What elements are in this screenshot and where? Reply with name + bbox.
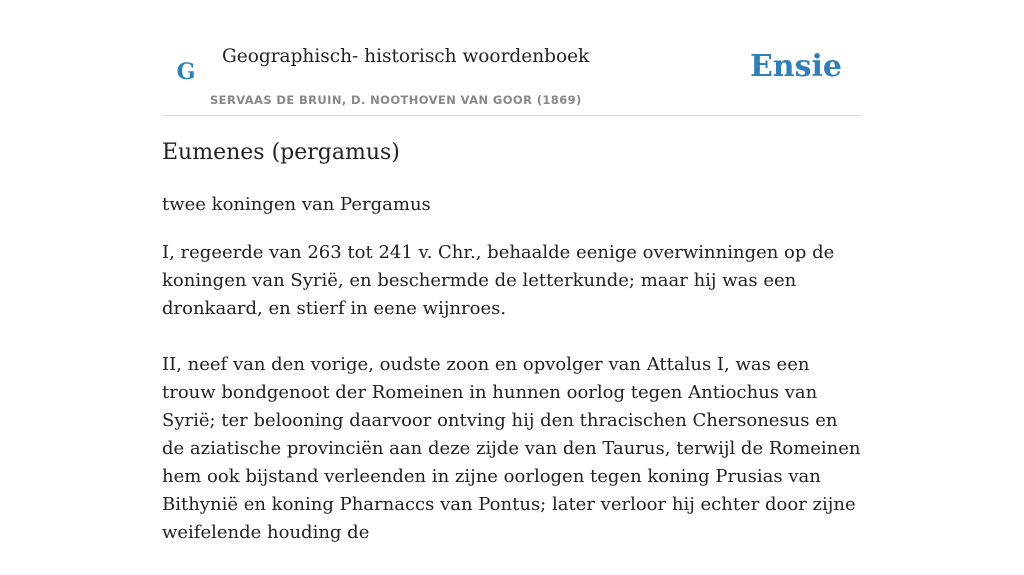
- entry-paragraph: II, neef van den vorige, oudste zoon en opvolger van Attalus I, was een trouw bondgenoot der Romeinen in hunnen oorlog tegen Antiochus van Syrië; ter belooning daarvoor ontving hij den thracischen Chersonesus en de aziatische provinciën aan deze zijde van den Taurus, terwijl de Romeinen hem ook bijstand verleenden in zijne oorlogen tegen koning Prusias van Bithynië en koning Pharnaccs van Pontus; later verloor hij echter door zijne weifelende houding de: [162, 354, 861, 543]
- book-letter-icon[interactable]: G: [176, 59, 196, 85]
- book-header: [162, 0, 862, 116]
- ensie-logo-link[interactable]: Ensie: [749, 49, 842, 84]
- entry-subtitle: twee koningen van Pergamus: [162, 194, 431, 215]
- entry-body: [162, 239, 862, 575]
- entry-title: Eumenes (pergamus): [162, 140, 400, 165]
- page-container: [162, 0, 862, 543]
- entry-paragraph: I, regeerde van 263 tot 241 v. Chr., behaalde eenige overwinningen op de koningen van Syrië, en beschermde de letterkunde; maar hij was een dronkaard, en stierf in eene wijnroes.: [162, 242, 835, 319]
- book-author: SERVAAS DE BRUIN, D. NOOTHOVEN VAN GOOR (1869): [210, 93, 582, 107]
- book-title-link[interactable]: Geographisch- historisch woordenboek: [222, 46, 590, 67]
